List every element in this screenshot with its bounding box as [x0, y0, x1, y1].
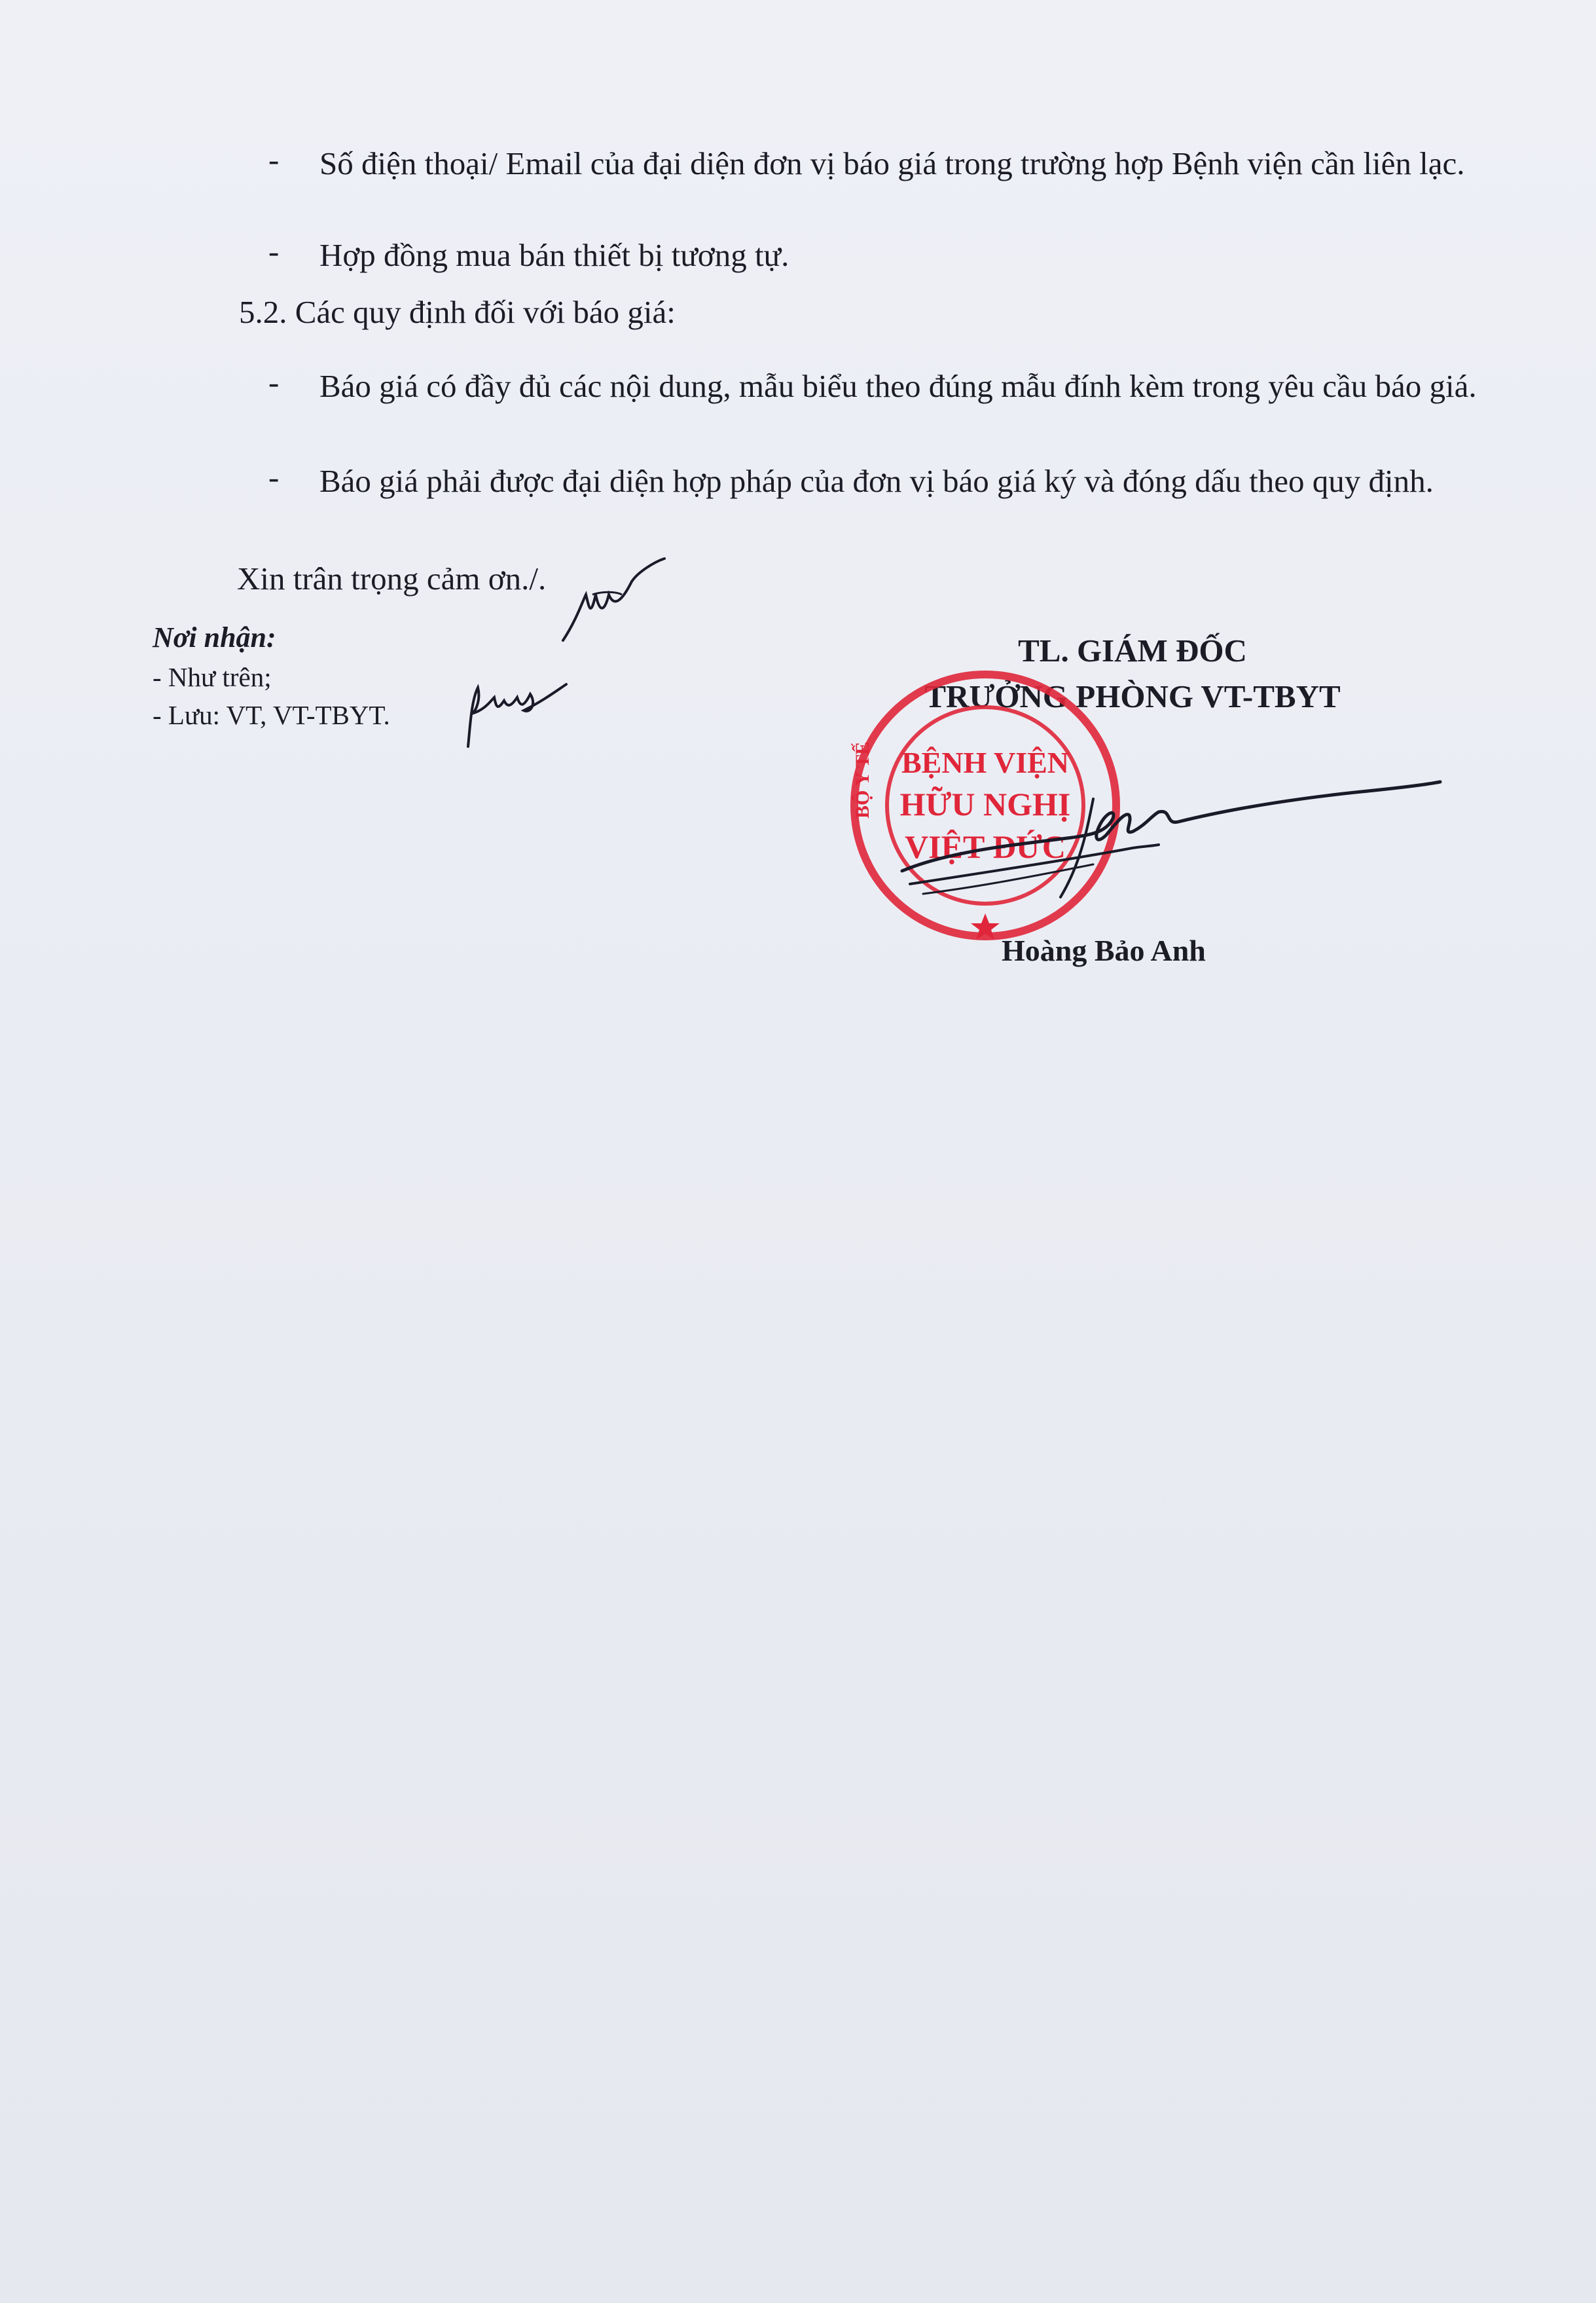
closing-line: Xin trân trọng cảm ơn./. — [237, 561, 547, 597]
bullet-text: Báo giá có đầy đủ các nội dung, mẫu biểu theo đúng mẫu đính kèm trong yêu cầu báo giá. — [319, 368, 1477, 404]
recipient-line: - Như trên; — [153, 662, 272, 692]
bullet-dash: - — [268, 233, 280, 269]
recipient-line: - Lưu: VT, VT-TBYT. — [153, 700, 390, 730]
bullet-dash: - — [268, 459, 280, 495]
stamp-line-2: HỮU NGHỊ — [899, 786, 1071, 822]
recipients-title: Nơi nhận: — [153, 621, 276, 654]
handwritten-signature — [897, 773, 1447, 904]
stamp-line-1: BỆNH VIỆN — [901, 746, 1070, 779]
stamp-ring-text: BỘ Y TẾ — [852, 741, 873, 819]
bullet-text: Báo giá phải được đại diện hợp pháp của đơn vị báo giá ký và đóng dấu theo quy định. — [319, 463, 1434, 499]
bullet-dash: - — [268, 141, 280, 177]
signature-title-line1: TL. GIÁM ĐỐC — [1018, 633, 1247, 669]
bullet-text: Số điện thoại/ Email của đại diện đơn vị báo giá trong trường hợp Bệnh viện cần liên lạc. — [319, 145, 1465, 181]
bullet-text: Hợp đồng mua bán thiết bị tương tự. — [319, 237, 789, 273]
signer-name: Hoàng Bảo Anh — [1002, 934, 1206, 967]
stamp-line-3: VIỆT ĐỨC — [905, 828, 1066, 865]
signature-title-line2: TRƯỞNG PHÒNG VT-TBYT — [924, 678, 1341, 714]
bullet-dash: - — [268, 364, 280, 400]
handwritten-initial-mark — [556, 555, 668, 647]
handwritten-initial-mark — [458, 674, 570, 753]
section-heading-5-2: 5.2. Các quy định đối với báo giá: — [239, 294, 676, 330]
